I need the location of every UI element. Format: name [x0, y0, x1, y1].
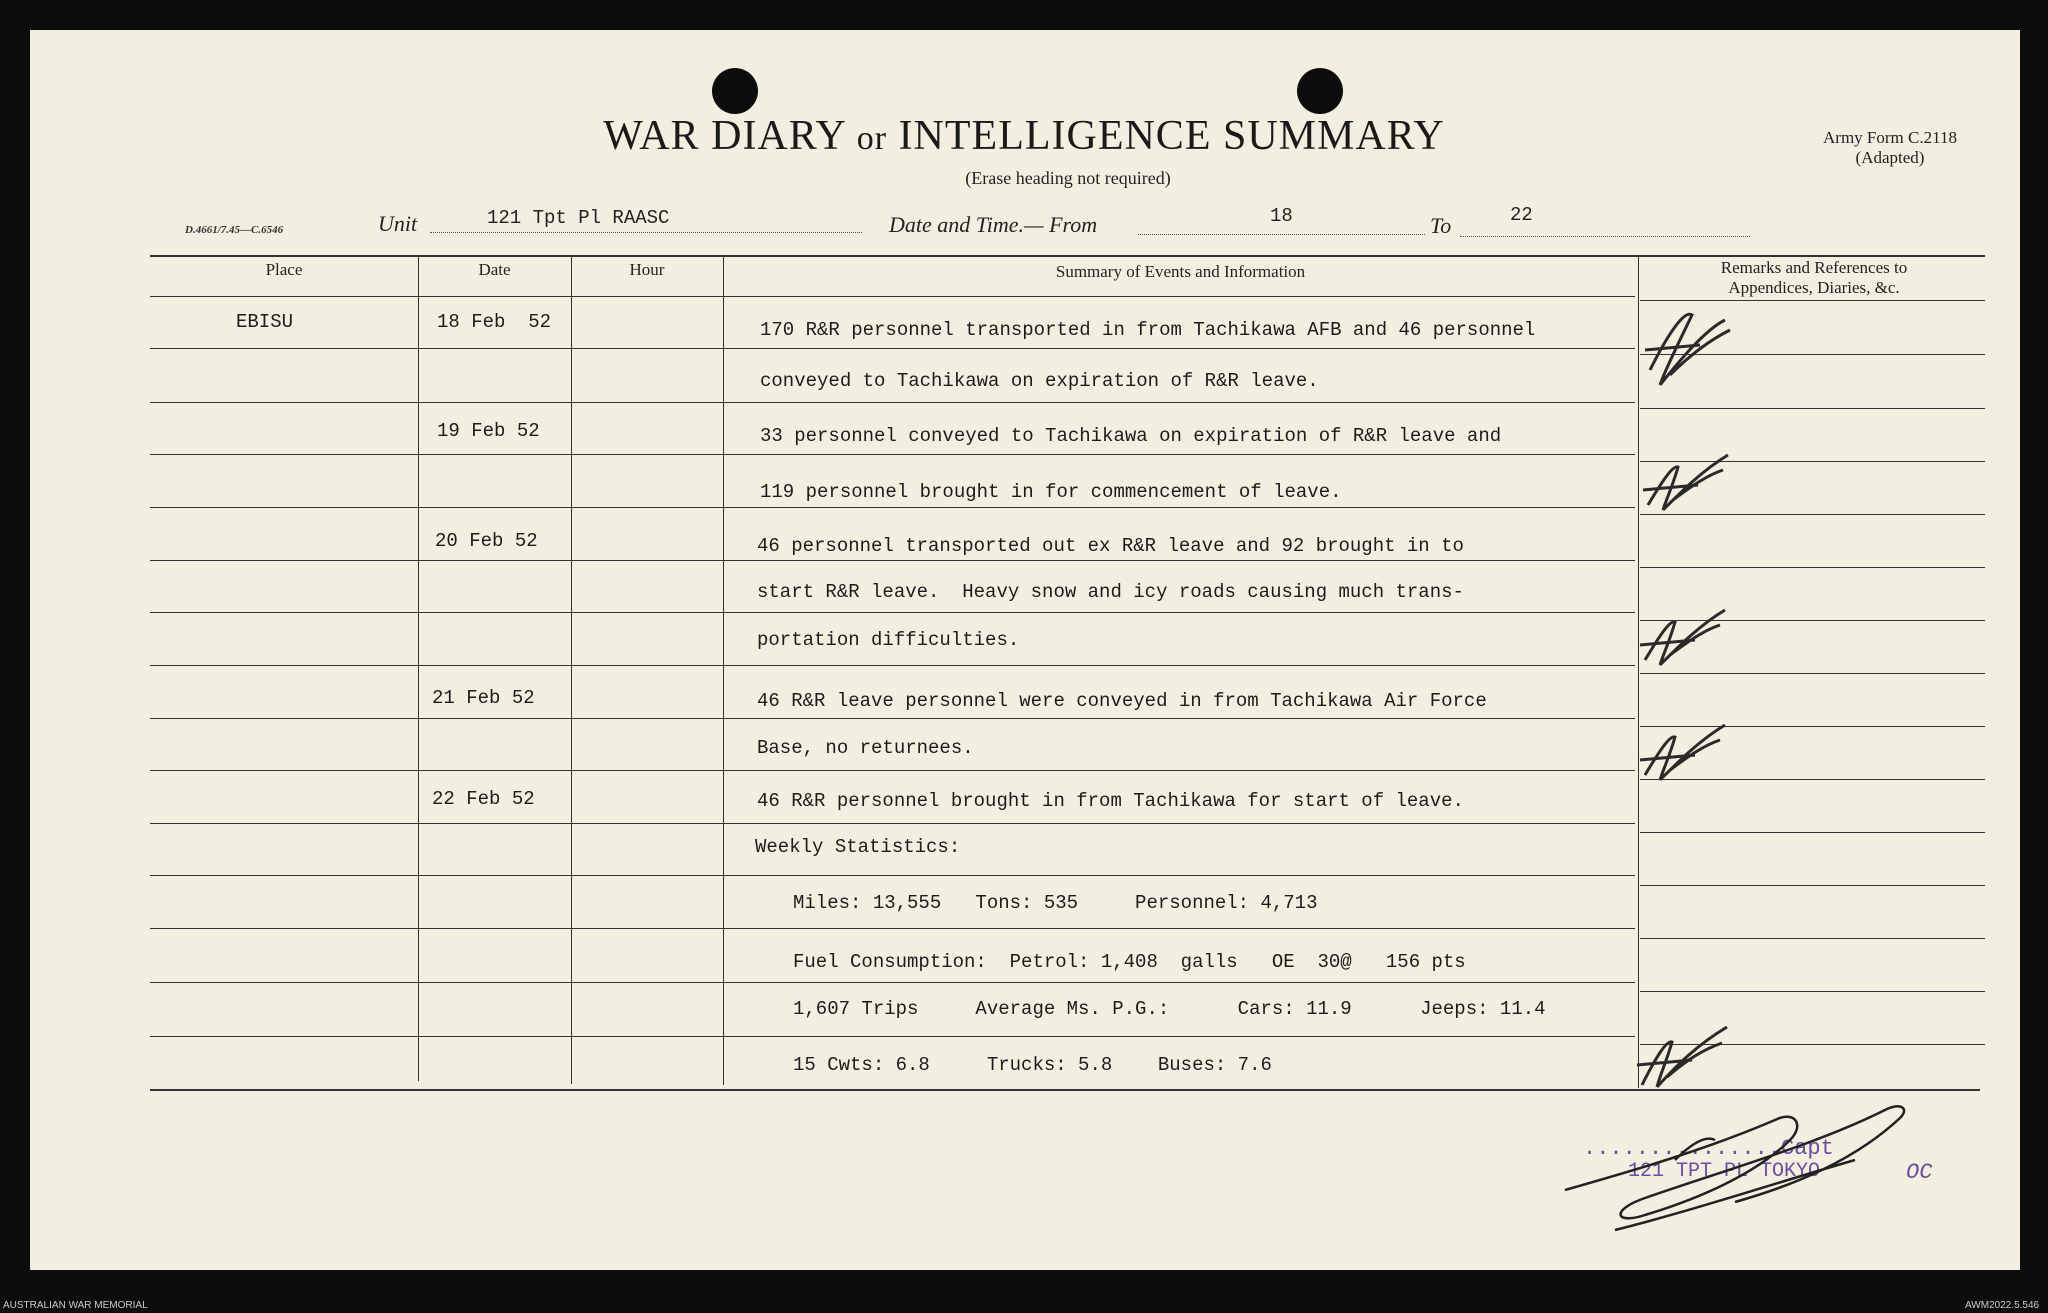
row-rule [150, 770, 1635, 771]
title-or: or [856, 120, 888, 157]
row-rule [150, 348, 1635, 349]
unit-label: Unit [378, 211, 418, 236]
initials-mark [1632, 1015, 1752, 1095]
summary-line: start R&R leave. Heavy snow and icy roads causing much trans- [757, 581, 1464, 603]
unit-stamp: 121 TPT PL TOKYO [1628, 1160, 1821, 1183]
row-rule [150, 612, 1635, 613]
document-title [0, 112, 2048, 160]
summary-line: 119 personnel brought in for commencement of leave. [760, 481, 1342, 503]
date-entry: 18 Feb 52 [437, 311, 552, 333]
summary-line: 1,607 Trips Average Ms. P.G.: Cars: 11.9 Jeeps: 11.4 [793, 998, 1546, 1020]
date-entry: 19 Feb 52 [437, 420, 540, 442]
column-divider-date [571, 255, 572, 1084]
date-entry: 21 Feb 52 [432, 687, 535, 709]
summary-line: 33 personnel conveyed to Tachikawa on expiration of R&R leave and [760, 425, 1502, 447]
summary-line: 15 Cwts: 6.8 Trucks: 5.8 Buses: 7.6 [793, 1054, 1272, 1076]
date-entry: 22 Feb 52 [432, 788, 535, 810]
title-war-diary: WAR DIARY [603, 113, 846, 159]
header-summary: Summary of Events and Information [1055, 262, 1306, 281]
army-form-number: Army Form C.2118 [1823, 128, 1957, 147]
oc-label: OC [1906, 1160, 1933, 1185]
remarks-row-rule [1640, 408, 1985, 409]
row-rule [150, 560, 1635, 561]
capt-dotted-line: ...............Capt [1583, 1136, 1834, 1161]
remarks-row-rule [1640, 832, 1985, 833]
row-rule [150, 928, 1635, 929]
summary-line: conveyed to Tachikawa on expiration of R&R leave. [760, 370, 1319, 392]
column-divider-hour [723, 255, 724, 1085]
footer-institution: AUSTRALIAN WAR MEMORIAL [3, 1300, 148, 1311]
date-entry: 20 Feb 52 [435, 530, 538, 552]
unit-dotted-line [430, 232, 862, 233]
to-dotted-line [1460, 236, 1750, 237]
row-rule [150, 1036, 1635, 1037]
place-value: EBISU [236, 311, 294, 333]
to-label: To [1430, 213, 1452, 238]
header-remarks-line1: Remarks and References to [1720, 258, 1908, 277]
remarks-row-rule [1640, 885, 1985, 886]
summary-line: portation difficulties. [757, 629, 1020, 651]
punch-hole [1297, 68, 1343, 114]
summary-line: Fuel Consumption: Petrol: 1,408 galls OE 30@ 156 pts [793, 951, 1466, 973]
table-top-border [150, 255, 1985, 257]
summary-line: 170 R&R personnel transported in from Tachikawa AFB and 46 personnel [760, 319, 1536, 341]
signature [1555, 1090, 1935, 1240]
header-place: Place [265, 260, 303, 279]
row-rule [150, 402, 1635, 403]
header-date: Date [478, 260, 511, 279]
unit-value: 121 Tpt Pl RAASC [487, 207, 670, 229]
remarks-row-rule [1640, 673, 1985, 674]
form-code: D.4661/7.45—C.6546 [185, 224, 284, 236]
footer-reference: AWM2022.5.546 [1965, 1300, 2040, 1311]
column-divider-place [418, 255, 419, 1081]
summary-line: Weekly Statistics: [755, 836, 961, 858]
army-form-label [1790, 128, 1990, 168]
remarks-row-rule [1640, 567, 1985, 568]
title-intelligence-summary: INTELLIGENCE SUMMARY [898, 113, 1445, 159]
remarks-row-rule [1640, 938, 1985, 939]
row-rule [150, 718, 1635, 719]
army-form-adapted: (Adapted) [1855, 148, 1925, 167]
header-hour: Hour [629, 260, 665, 279]
punch-hole [712, 68, 758, 114]
date-time-label: Date and Time.— From [889, 212, 1098, 237]
row-rule [150, 665, 1635, 666]
remarks-row-rule [1640, 991, 1985, 992]
initials-mark [1635, 600, 1755, 670]
initials-mark [1635, 715, 1755, 785]
summary-line: Base, no returnees. [757, 737, 974, 759]
summary-line: 46 personnel transported out ex R&R leave and 92 brought in to [757, 535, 1464, 557]
summary-line: 46 R&R personnel brought in from Tachikawa for start of leave. [757, 790, 1464, 812]
row-rule [150, 875, 1635, 876]
row-rule [150, 982, 1635, 983]
header-remarks-line2: Appendices, Diaries, &c. [1728, 278, 1900, 297]
row-rule [150, 823, 1635, 824]
row-rule [150, 454, 1635, 455]
row-rule [150, 507, 1635, 508]
initials-mark [1638, 445, 1758, 515]
row-rule [150, 296, 1635, 297]
to-value: 22 [1510, 204, 1533, 226]
from-value: 18 [1270, 205, 1293, 227]
summary-line: Miles: 13,555 Tons: 535 Personnel: 4,713 [793, 892, 1318, 914]
summary-line: 46 R&R leave personnel were conveyed in from Tachikawa Air Force [757, 690, 1487, 712]
subtitle: (Erase heading not required) [965, 168, 1171, 188]
from-dotted-line [1138, 234, 1425, 235]
initials-mark [1630, 290, 1750, 400]
